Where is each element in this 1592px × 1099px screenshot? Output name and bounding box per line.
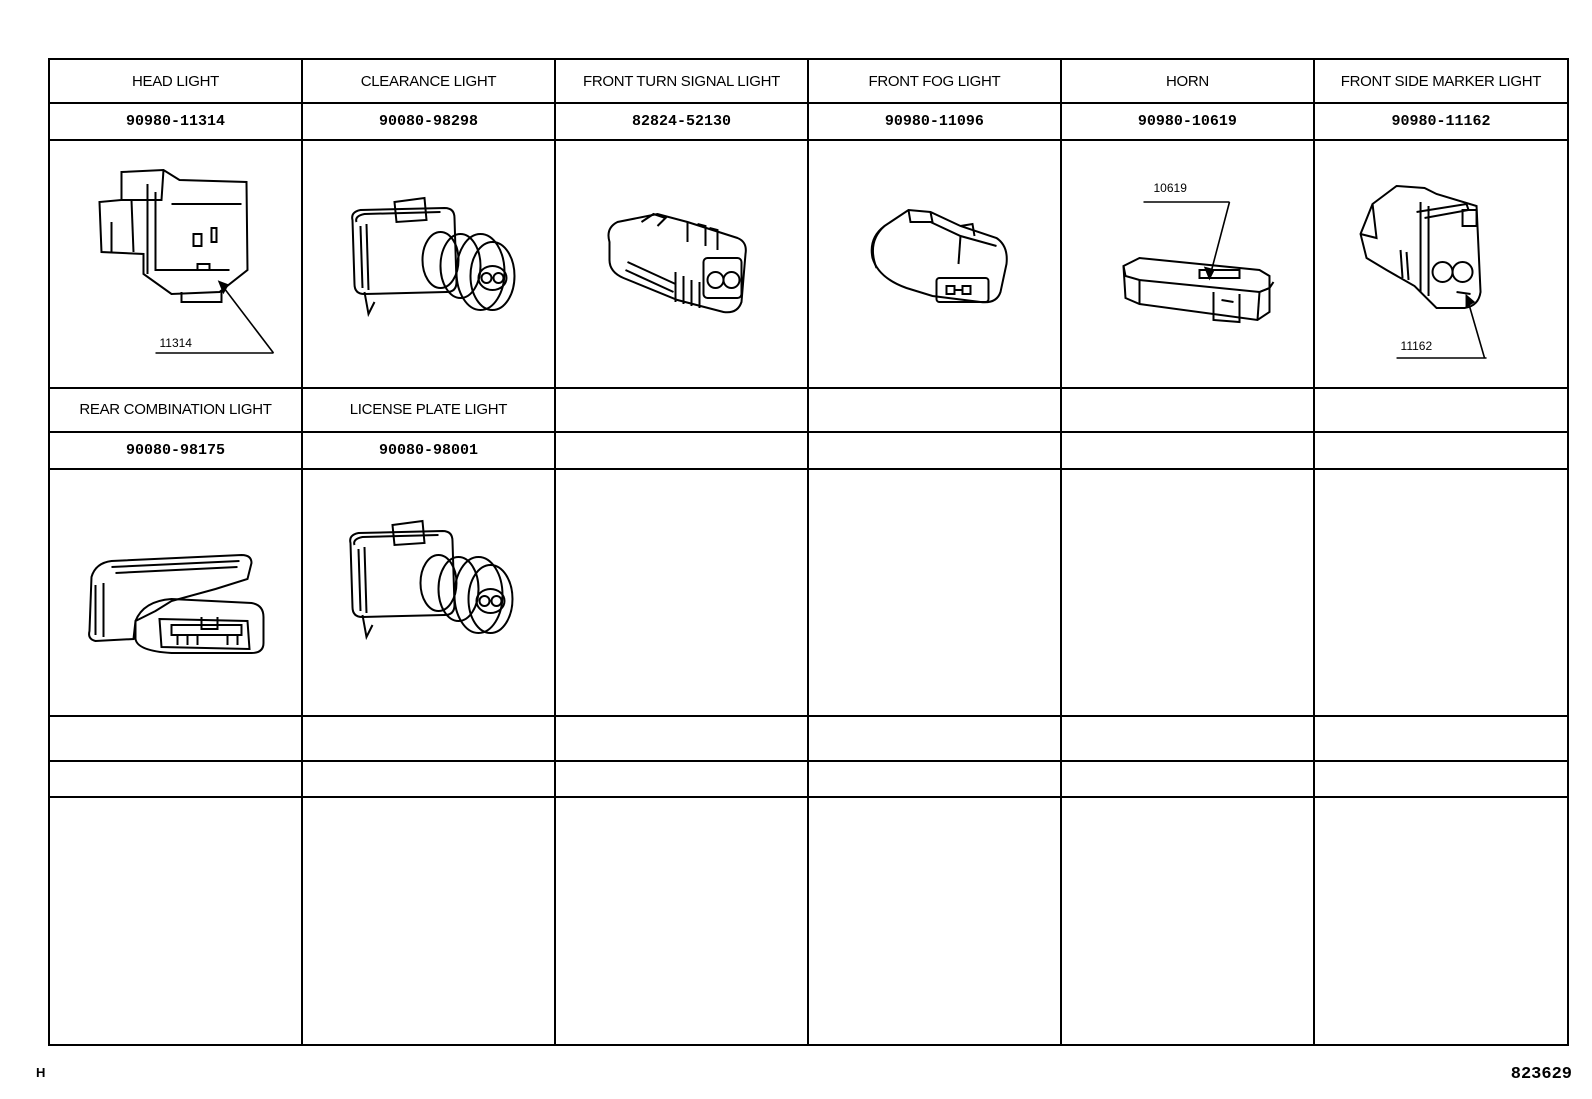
- empty-cell: [808, 469, 1061, 717]
- empty-cell: [49, 761, 302, 797]
- empty-cell: [1061, 469, 1314, 717]
- empty-cell: [1061, 716, 1314, 760]
- empty-cell: [1314, 761, 1568, 797]
- callout-label: 10619: [1153, 181, 1187, 196]
- name-row-1: [49, 59, 1568, 103]
- empty-cell: [1061, 797, 1314, 1045]
- empty-cell: [808, 716, 1061, 760]
- connector-name: FRONT TURN SIGNAL LIGHT: [555, 59, 808, 103]
- connector-name: HORN: [1061, 59, 1314, 103]
- part-number: 90080-98001: [302, 432, 555, 468]
- empty-cell: [1314, 469, 1568, 717]
- empty-cell: [808, 797, 1061, 1045]
- empty-cell: [1314, 716, 1568, 760]
- connector-name: LICENSE PLATE LIGHT: [302, 388, 555, 432]
- section-code: H: [36, 1065, 46, 1080]
- part-number: 90980-11162: [1314, 103, 1568, 139]
- horn-connector-icon: [1062, 142, 1313, 385]
- empty-cell: [555, 761, 808, 797]
- connector-name: FRONT SIDE MARKER LIGHT: [1314, 59, 1568, 103]
- connector-image-cell: [808, 140, 1061, 388]
- empty-cell: [555, 469, 808, 717]
- empty-cell: [302, 797, 555, 1045]
- fog-light-connector-icon: [809, 142, 1060, 385]
- callout-label: 11314: [159, 336, 192, 351]
- callout-label: 11162: [1400, 339, 1433, 354]
- connector-name: FRONT FOG LIGHT: [808, 59, 1061, 103]
- part-row-1: [49, 103, 1568, 139]
- empty-cell: [555, 432, 808, 468]
- empty-cell: [808, 432, 1061, 468]
- connector-image-cell: [49, 140, 302, 388]
- diagram-number: 823629: [1510, 1065, 1572, 1084]
- headlight-connector-icon: [50, 142, 301, 385]
- connector-image-cell: [1314, 140, 1568, 388]
- empty-cell: [808, 388, 1061, 432]
- part-row-2: [49, 432, 1568, 468]
- part-row-3: [49, 761, 1568, 797]
- part-number: 90980-11096: [808, 103, 1061, 139]
- connector-image-cell: [302, 140, 555, 388]
- empty-cell: [1061, 761, 1314, 797]
- empty-cell: [555, 716, 808, 760]
- empty-cell: [302, 761, 555, 797]
- turn-signal-connector-icon: [556, 142, 807, 385]
- empty-cell: [1314, 797, 1568, 1045]
- connector-image-cell: [1061, 140, 1314, 388]
- connector-name: REAR COMBINATION LIGHT: [49, 388, 302, 432]
- connector-image-cell: [302, 469, 555, 717]
- name-row-3: [49, 716, 1568, 760]
- round-sealed-connector-icon: [303, 142, 554, 385]
- empty-cell: [1061, 388, 1314, 432]
- connector-image-cell: [49, 469, 302, 717]
- name-row-2: [49, 388, 1568, 432]
- empty-cell: [49, 716, 302, 760]
- connector-name: CLEARANCE LIGHT: [302, 59, 555, 103]
- side-marker-connector-icon: [1315, 142, 1567, 385]
- empty-cell: [302, 716, 555, 760]
- empty-cell: [49, 797, 302, 1045]
- image-row-3: [49, 797, 1568, 1045]
- connector-table: [48, 58, 1569, 1046]
- empty-cell: [1314, 432, 1568, 468]
- empty-cell: [808, 761, 1061, 797]
- empty-cell: [1061, 432, 1314, 468]
- part-number: 90980-10619: [1061, 103, 1314, 139]
- image-row-1: [49, 140, 1568, 388]
- rear-combination-connector-icon: [50, 471, 301, 714]
- connector-name: HEAD LIGHT: [49, 59, 302, 103]
- connector-image-cell: [555, 140, 808, 388]
- part-number: 90980-11314: [49, 103, 302, 139]
- part-number: 90080-98298: [302, 103, 555, 139]
- image-row-2: [49, 469, 1568, 717]
- part-number: 82824-52130: [555, 103, 808, 139]
- round-sealed-connector-icon: [303, 471, 554, 714]
- empty-cell: [555, 797, 808, 1045]
- part-number: 90080-98175: [49, 432, 302, 468]
- empty-cell: [555, 388, 808, 432]
- empty-cell: [1314, 388, 1568, 432]
